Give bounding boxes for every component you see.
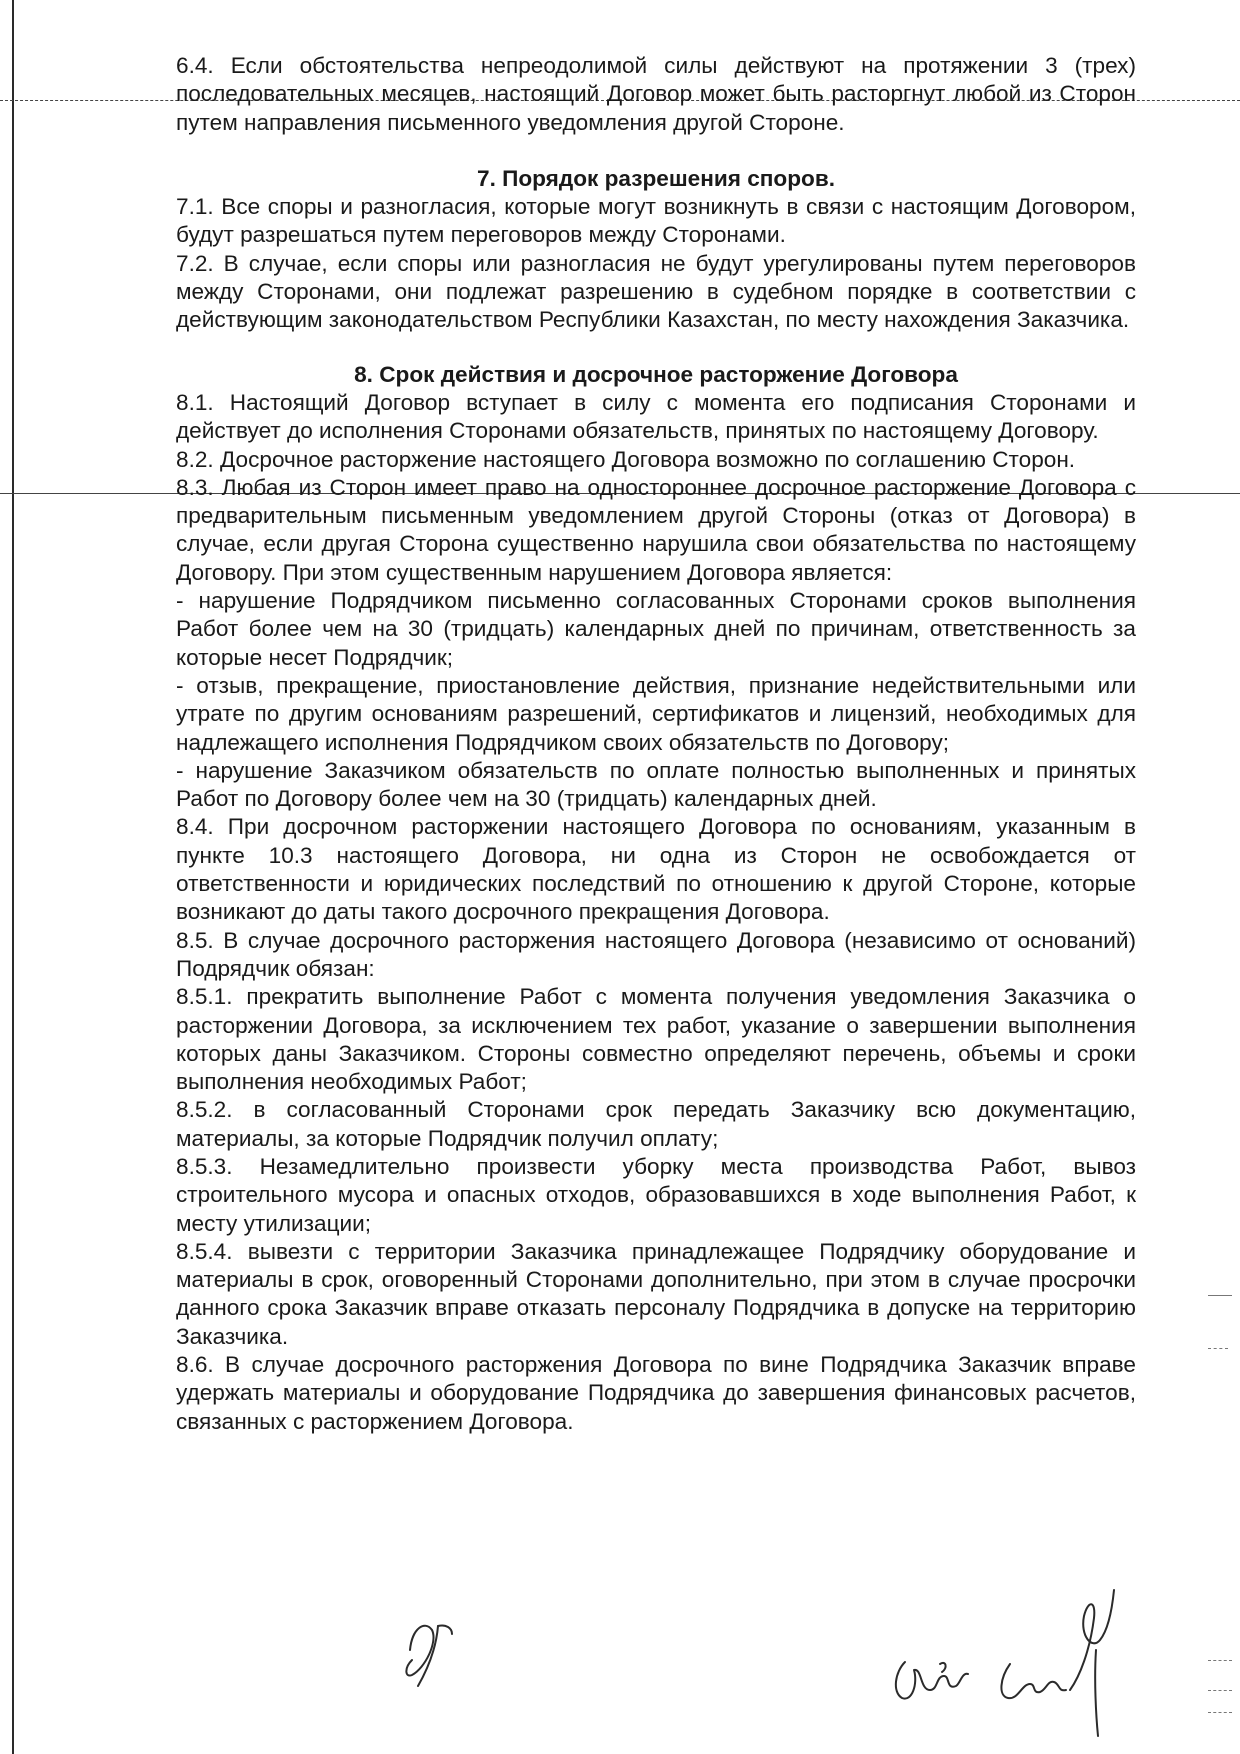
margin-mark [1208, 1295, 1232, 1296]
margin-mark [1208, 1348, 1228, 1349]
clause-8-5-3: 8.5.3. Незамедлительно произвести уборку места производства Работ, вывоз строительного мусора и опасных отходов, образовавшихся в ходе выполнения Работ, к месту утилизации; [176, 1153, 1136, 1236]
page-left-border [12, 0, 14, 1754]
signature-right-2 [1001, 1590, 1114, 1736]
clause-8-5-2: 8.5.2. в согласованный Сторонами срок передать Заказчику всю документацию, материалы, за которые Подрядчик получил оплату; [176, 1097, 1136, 1151]
clause-8-3-item-3: - нарушение Заказчиком обязательств по оплате полностью выполненных и принятых Работ по Договору более чем на 30 (тридцать) календарных дней. [176, 757, 1136, 812]
clause-8-3-item-1: - нарушение Подрядчиком письменно согласованных Сторонами сроков выполнения Работ более чем на 30 (тридцать) календарных дней по причинам, ответственность за которые несет Подрядчик; [176, 588, 1136, 670]
margin-mark [1208, 1690, 1232, 1691]
signature-right-1 [896, 1662, 968, 1699]
clause-8-1: 8.1. Настоящий Договор вступает в силу с момента его подписания Сторонами и действует до исполнения Сторонами обязательств, принятых по настоящему Договору. [176, 389, 1136, 444]
clause-8-3-item-2: - отзыв, прекращение, приостановление действия, признание недействительными или утрате по другим основаниям разрешений, сертификатов и лицензий, необходимых для надлежащего исполнения Подрядчиком своих обязательств по Договору; [176, 672, 1136, 755]
section-7-heading: 7. Порядок разрешения споров. [477, 165, 835, 191]
clause-8-6: 8.6. В случае досрочного расторжения Договора по вине Подрядчика Заказчик вправе удержать материалы и оборудование Подрядчика до завершения финансовых расчетов, связанных с расторжением Договора. [176, 1352, 1136, 1434]
clause-8-5: 8.5. В случае досрочного расторжения настоящего Договора (независимо от оснований) Подрядчик обязан: [176, 927, 1136, 981]
clause-6-4: 6.4. Если обстоятельства непреодолимой силы действуют на протяжении 3 (трех) последовательных месяцев, настоящий Договор может быть расторгнут любой из Сторон путем направления письменного уведомления другой Стороне. [176, 53, 1136, 135]
margin-mark [1208, 1712, 1232, 1713]
clause-8-5-4: 8.5.4. вывезти с территории Заказчика принадлежащее Подрядчику оборудование и материалы в срок, оговоренный Сторонами дополнительно, при этом в случае просрочки данного срока Заказчик вправе отказать персоналу Подрядчика в допуске на территорию Заказчика. [176, 1238, 1136, 1349]
signature-left [406, 1625, 452, 1686]
clause-7-2: 7.2. В случае, если споры или разногласия не будут урегулированы путем переговоров между Сторонами, они подлежат разрешению в судебном порядке в соответствии с действующим законодательством Республики Казахстан, по месту нахождения Заказчика. [176, 250, 1136, 333]
clause-8-3: 8.3. Любая из Сторон имеет право на одностороннее досрочное расторжение Договора с предварительным письменным уведомлением другой Стороны (отказ от Договора) в случае, если другая Сторона существенно нарушила свои обязательства по настоящему Договору. При этом существенным нарушением Договора является: [176, 474, 1136, 585]
section-8-heading: 8. Срок действия и досрочное расторжение Договора [354, 361, 958, 387]
clause-8-4: 8.4. При досрочном расторжении настоящего Договора по основаниям, указанным в пункте 10.3 настоящего Договора, ни одна из Сторон не освобождается от ответственности и юридических последствий по отношению к другой Стороне, которые возникают до даты такого досрочного прекращения Договора. [176, 814, 1136, 925]
margin-mark [1208, 1660, 1232, 1661]
clause-7-1: 7.1. Все споры и разногласия, которые могут возникнуть в связи с настоящим Договором, будут разрешаться путем переговоров между Сторонами. [176, 194, 1136, 248]
clause-8-5-1: 8.5.1. прекратить выполнение Работ с момента получения уведомления Заказчика о расторжении Договора, за исключением тех работ, указание о завершении выполнения которых даны Заказчиком. Стороны совместно определяют перечень, объемы и сроки выполнения необходимых Работ; [176, 984, 1136, 1095]
document-body [176, 52, 1136, 1436]
clause-8-2: 8.2. Досрочное расторжение настоящего Договора возможно по соглашению Сторон. [176, 446, 1076, 472]
